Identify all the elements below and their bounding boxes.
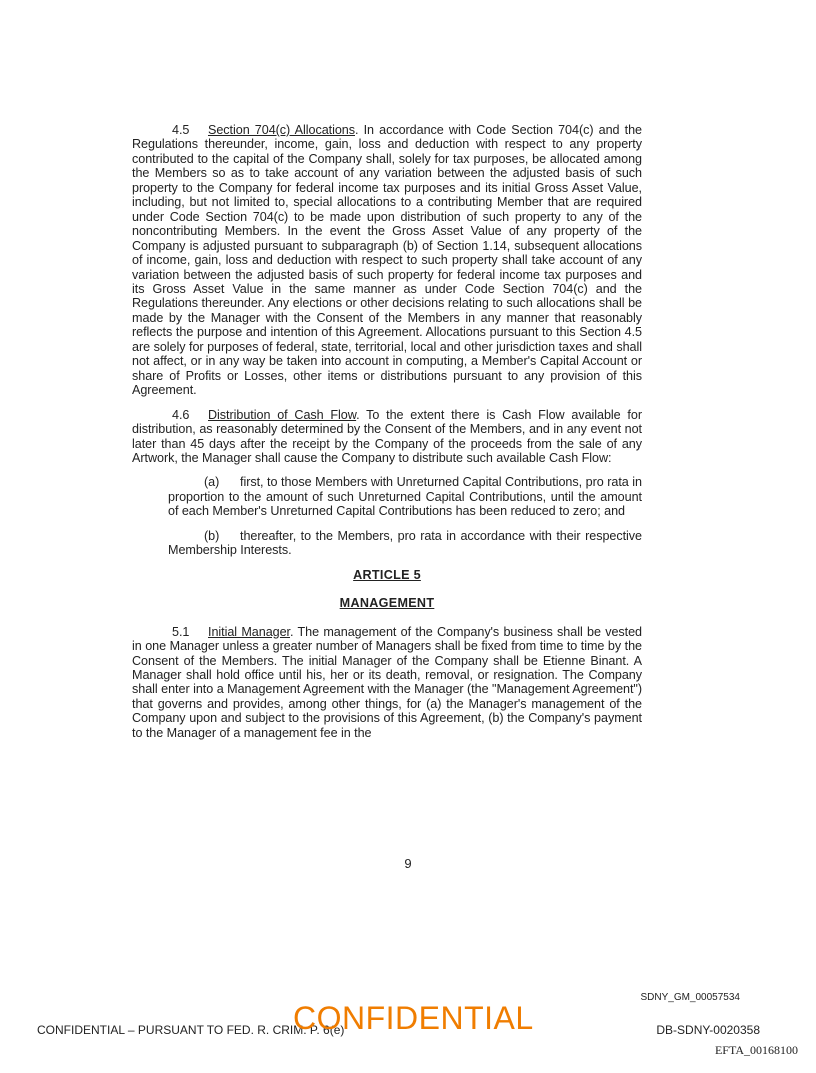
- subitem-text: first, to those Members with Unreturned Capital Contributions, pro rata in proportion to the amount of such Unreturned Capital Contributions, until the amount of each Member's Unreturned Capital Contributions has been reduced to zero; and: [168, 475, 642, 519]
- subitem-label: (b): [204, 528, 220, 543]
- confidential-stamp: CONFIDENTIAL: [293, 1000, 534, 1036]
- efta-number: EFTA_00168100: [714, 1043, 798, 1057]
- bates-number-bottom: DB-SDNY-0020358: [656, 1023, 760, 1037]
- page-number: 9: [404, 856, 412, 871]
- subitem-text: thereafter, to the Members, pro rata in accordance with their respective Membership Interests.: [168, 528, 642, 558]
- bates-number-top: SDNY_GM_00057534: [640, 992, 740, 1003]
- section-text: . In accordance with Code Section 704(c) and the Regulations thereunder, income, gain, loss and deduction with respect to any property contributed to the capital of the Company shall, solely for tax purposes, be allocated among the Members so as to take account of any variation between the adjusted basis of such property to the Company for federal income tax purposes and its initial Gross Asset Value, including, but not limited to, special allocations to a contributing Member that are required under Code Section 704(c) to be made upon distribution of such property to any of the noncontributing Members. In the event the Gross Asset Value of any property of the Company is adjusted pursuant to subparagraph (b) of Section 1.14, subsequent allocations of income, gain, loss and deduction with respect to such property shall take account of any variation between the adjusted basis of such property for federal income tax purposes and its Gross Asset Value in the same manner as under Code Section 704(c) and the Regulations thereunder. Any elections or other decisions relating to such allocations shall be made by the Manager with the Consent of the Members in any manner that reasonably reflects the purpose and intention of this Agreement. Allocations pursuant to this Section 4.5 are solely for purposes of federal, state, territorial, local and other jurisdiction taxes and shall not affect, or in any way be taken into account in computing, a Member's Capital Account or share of Profits or Losses, other items or distributions pursuant to any provision of this Agreement.: [132, 123, 642, 398]
- section-number: 5.1: [172, 624, 190, 639]
- section-title: Initial Manager: [208, 624, 291, 639]
- section-4-6: [132, 408, 642, 466]
- footer-confidential-notice: CONFIDENTIAL – PURSUANT TO FED. R. CRIM. P. 6(e): [37, 1023, 345, 1037]
- section-5-1: [132, 625, 642, 741]
- subitem-b: [168, 529, 642, 558]
- section-title: Distribution of Cash Flow: [208, 407, 357, 422]
- subitem-label: (a): [204, 475, 220, 490]
- section-number: 4.6: [172, 407, 190, 422]
- section-text: . The management of the Company's business shall be vested in one Manager unless a greater number of Managers shall be fixed from time to time by the Consent of the Members. The initial Manager of the Company shall be Etienne Binant. A Manager shall hold office until his, her or its death, removal, or resignation. The Company shall enter into a Management Agreement with the Manager (the "Management Agreement") that governs and provides, among other things, for (a) the Manager's management of the Company upon and subject to the provisions of this Agreement, (b) the Company's payment to the Manager of a management fee in the: [132, 624, 642, 740]
- section-text: . To the extent there is Cash Flow available for distribution, as reasonably determined by the Consent of the Members, and in any event not later than 45 days after the receipt by the Company of the proceeds from the sale of any Artwork, the Manager shall cause the Company to distribute such available Cash Flow:: [132, 407, 642, 465]
- section-4-5: [132, 123, 642, 398]
- article-number: ARTICLE 5: [353, 567, 421, 582]
- section-title: Section 704(c) Allocations: [208, 123, 355, 137]
- document-body: [132, 123, 642, 750]
- subitem-a: [168, 475, 642, 518]
- article-title: MANAGEMENT: [339, 596, 435, 611]
- section-number: 4.5: [172, 123, 190, 137]
